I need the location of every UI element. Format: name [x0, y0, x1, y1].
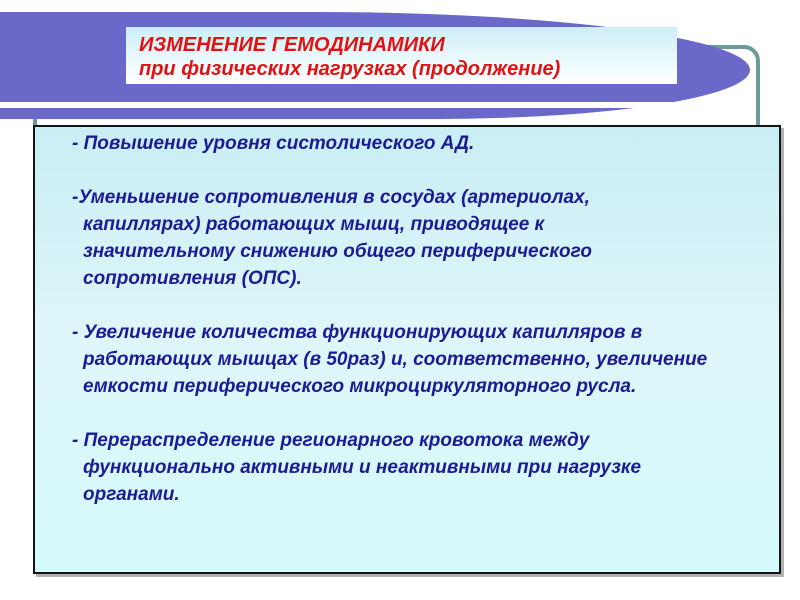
bullet-line: органами.	[83, 484, 180, 505]
bullet-paragraph-3	[35, 319, 779, 400]
content-box	[33, 125, 781, 574]
bullet-line: сопротивления (ОПС).	[83, 268, 302, 289]
bullet-paragraph-4	[35, 427, 779, 508]
bullet-line: - Повышение уровня систолического АД.	[72, 133, 475, 154]
bullet-line: -Уменьшение сопротивления в сосудах (артериолах,	[72, 187, 590, 208]
bullet-line: значительному снижению общего периферического	[83, 241, 592, 262]
bullet-paragraph-2	[35, 184, 779, 292]
bullet-line: функционально активными и неактивными при нагрузке	[83, 457, 642, 478]
slide-title-line-1: ИЗМЕНЕНИЕ ГЕМОДИНАМИКИ	[139, 34, 445, 56]
white-stripe	[0, 102, 712, 108]
bullet-line: - Увеличение количества функционирующих капилляров в	[72, 322, 643, 343]
bullet-paragraph-1	[35, 130, 779, 157]
bullet-line: - Перераспределение регионарного кровотока между	[72, 430, 590, 451]
bullet-line: емкости периферического микроциркуляторного русла.	[83, 376, 637, 397]
title-box	[126, 27, 677, 84]
bullet-line: капиллярах) работающих мышц, приводящее к	[83, 214, 545, 235]
bullet-line: работающих мышцах (в 50раз) и, соответственно, увеличение	[83, 349, 708, 370]
slide-title-line-2: при физических нагрузках (продолжение)	[139, 58, 561, 80]
